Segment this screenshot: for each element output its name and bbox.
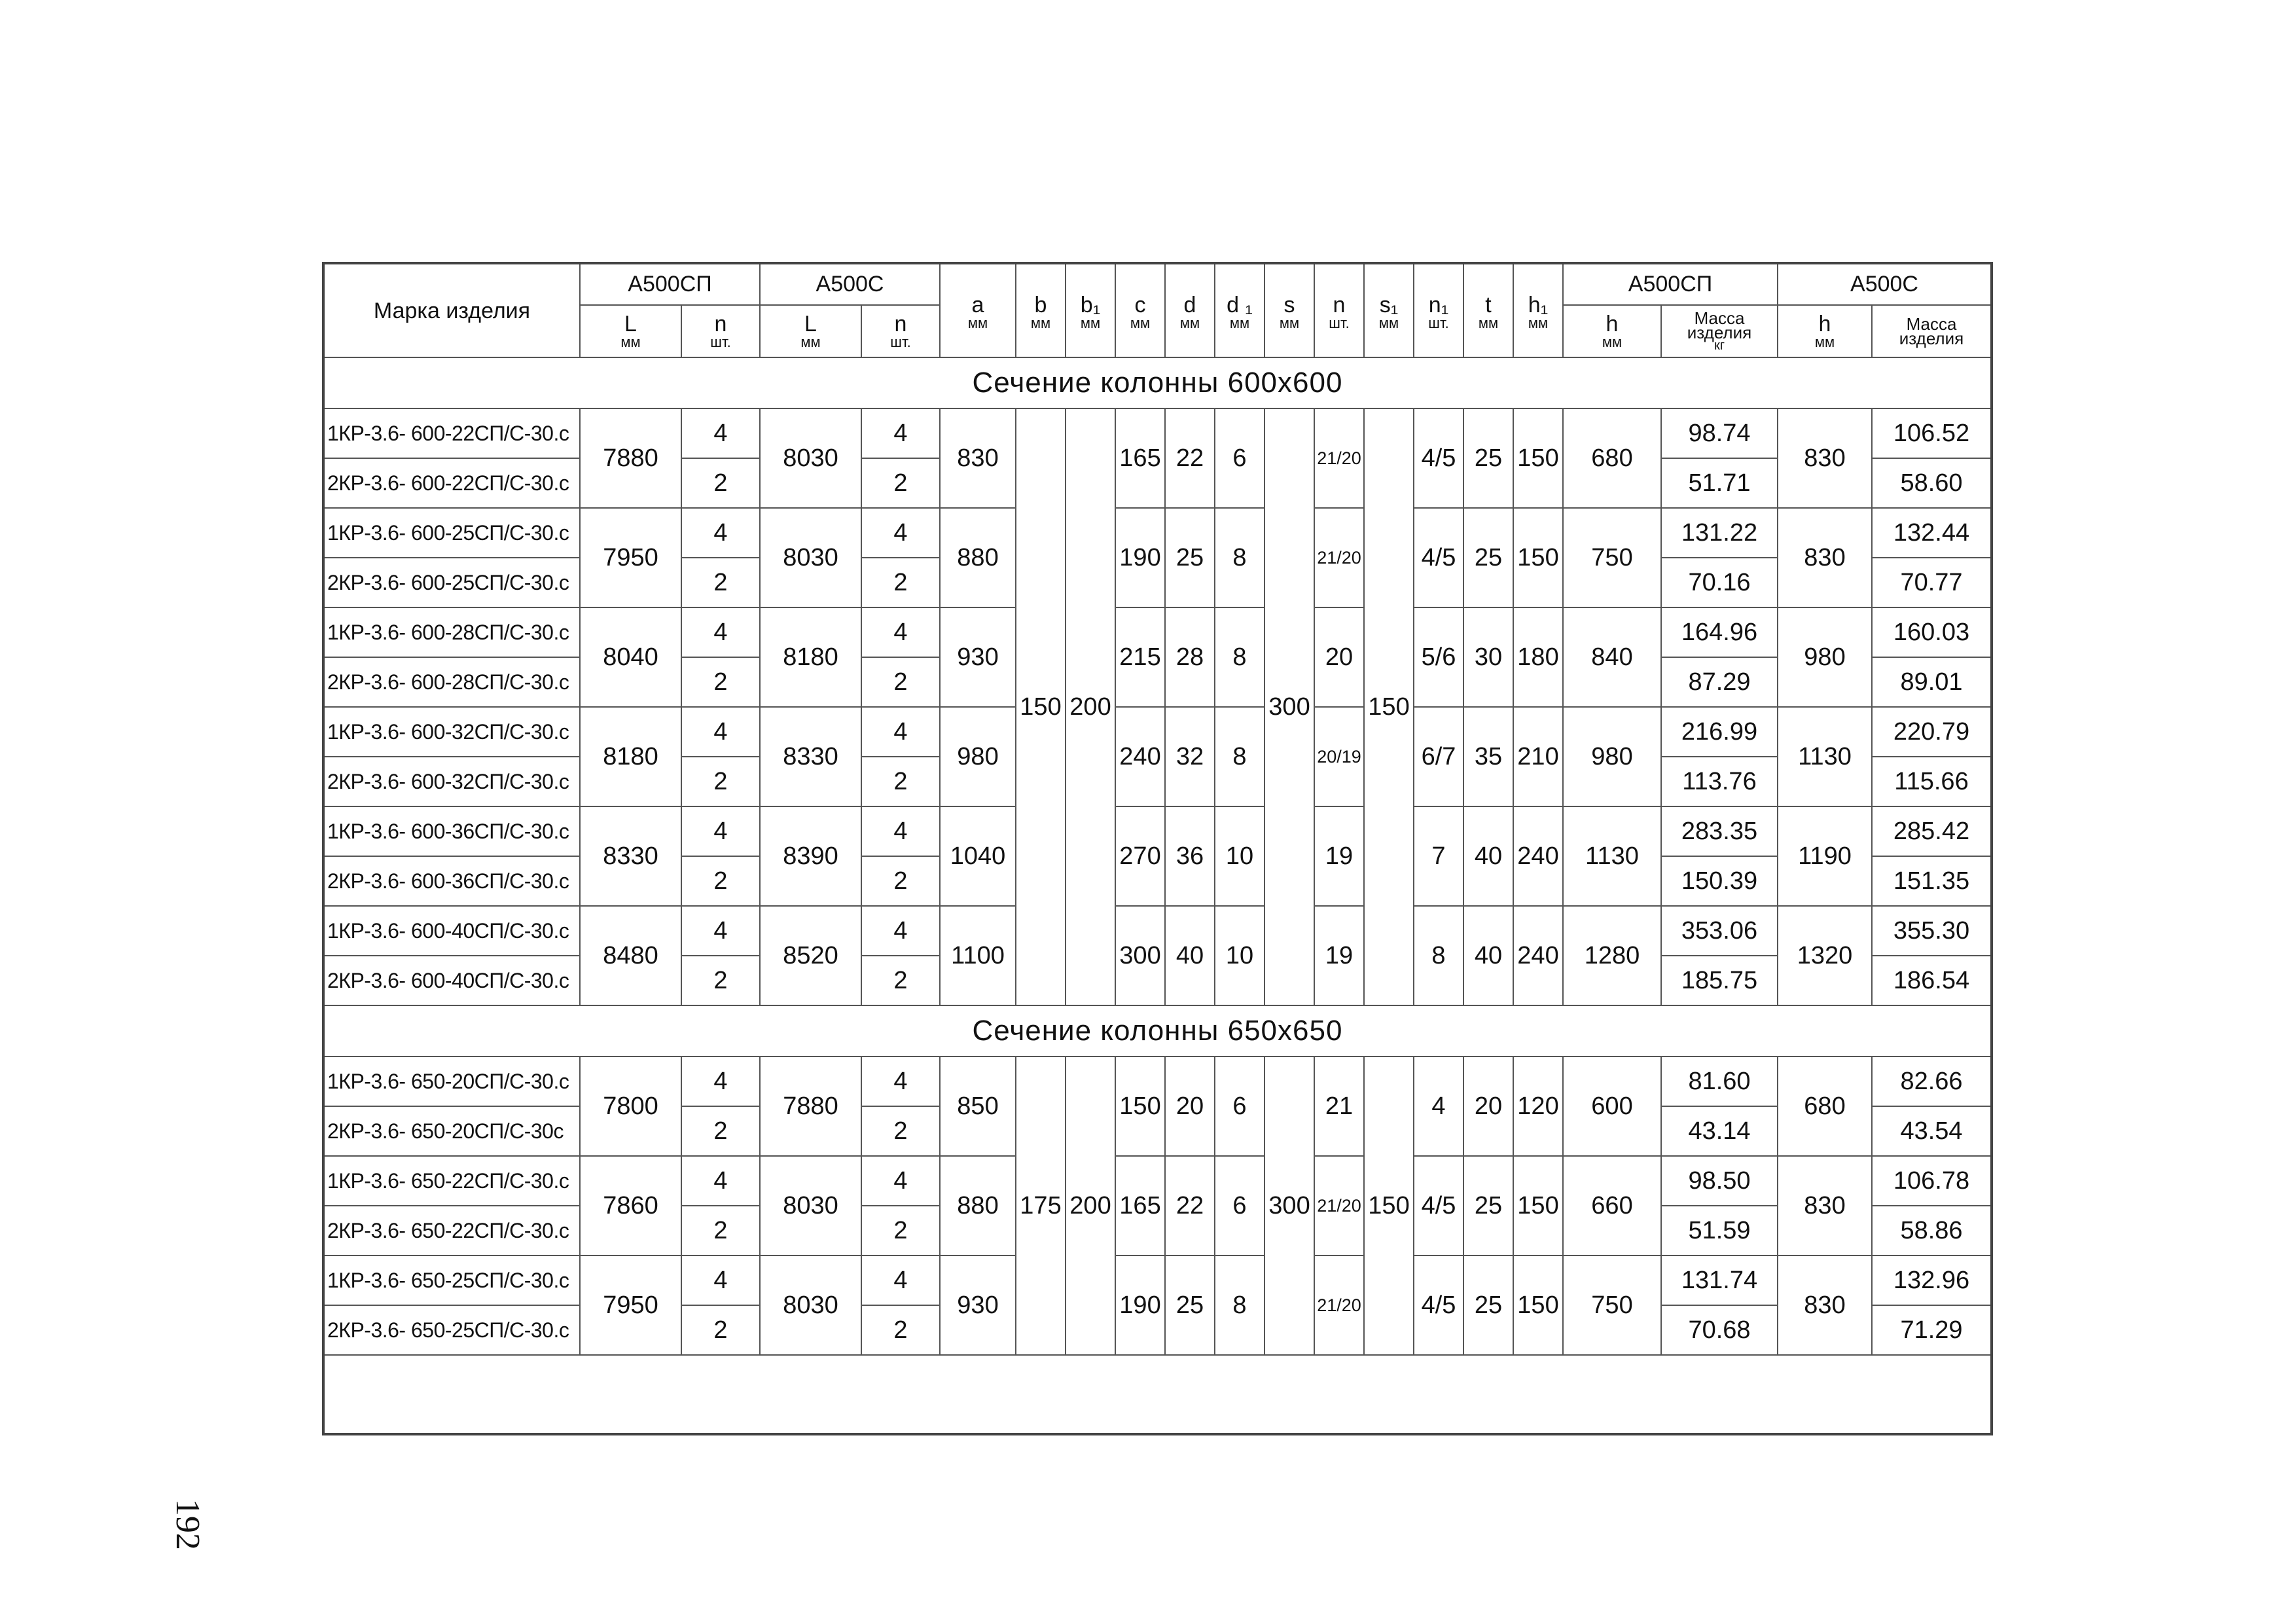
count-a500s: 2	[861, 657, 940, 707]
mass-a500s: 89.01	[1872, 657, 1992, 707]
mass-a500s: 82.66	[1872, 1056, 1992, 1106]
dim-t: 35	[1463, 707, 1513, 806]
count-a500s: 2	[861, 1305, 940, 1355]
dim-d: 22	[1165, 408, 1215, 508]
spec-table-body	[323, 357, 1992, 1434]
height-a500s: 830	[1778, 1156, 1872, 1255]
height-a500sp: 840	[1563, 607, 1661, 707]
length-a500s: 8030	[760, 408, 861, 508]
dim-t: 25	[1463, 408, 1513, 508]
mass-a500sp: 87.29	[1661, 657, 1778, 707]
dim-h1: 240	[1513, 906, 1563, 1005]
length-a500sp: 8040	[580, 607, 681, 707]
dim-t: 25	[1463, 1156, 1513, 1255]
height-a500sp: 600	[1563, 1056, 1661, 1156]
length-a500s: 8390	[760, 806, 861, 906]
dim-b: 175	[1016, 1056, 1066, 1355]
height-a500s: 1320	[1778, 906, 1872, 1005]
dim-a: 930	[940, 1255, 1016, 1355]
length-a500sp: 8330	[580, 806, 681, 906]
header-col-s1: s₁ мм	[1364, 263, 1414, 357]
count-a500sp: 2	[681, 558, 760, 607]
height-a500sp: 1130	[1563, 806, 1661, 906]
count-n1: 5/6	[1414, 607, 1463, 707]
dim-b1: 200	[1066, 1056, 1115, 1355]
header-col-b1: b₁ мм	[1066, 263, 1115, 357]
length-a500sp: 7880	[580, 408, 681, 508]
dim-h1: 150	[1513, 1156, 1563, 1255]
product-mark: 2КР-3.6- 600-32СП/С-30.с	[323, 757, 580, 806]
length-a500s: 8030	[760, 1255, 861, 1355]
count-a500s: 2	[861, 956, 940, 1005]
product-mark: 2КР-3.6- 600-36СП/С-30.с	[323, 856, 580, 906]
mass-a500s: 132.44	[1872, 508, 1992, 558]
product-mark: 1КР-3.6- 600-36СП/С-30.с	[323, 806, 580, 856]
count-a500sp: 2	[681, 657, 760, 707]
length-a500sp: 7860	[580, 1156, 681, 1255]
mass-a500s: 355.30	[1872, 906, 1992, 956]
dim-t: 20	[1463, 1056, 1513, 1156]
mass-a500sp: 81.60	[1661, 1056, 1778, 1106]
dim-d1: 10	[1215, 806, 1265, 906]
dim-b: 150	[1016, 408, 1066, 1005]
dim-c: 150	[1115, 1056, 1165, 1156]
product-mark: 2КР-3.6- 600-25СП/С-30.с	[323, 558, 580, 607]
dim-h1: 120	[1513, 1056, 1563, 1156]
count-a500sp: 2	[681, 1106, 760, 1156]
header-group-a500s: А500С	[760, 263, 940, 305]
height-a500sp: 750	[1563, 508, 1661, 607]
count-a500s: 2	[861, 1206, 940, 1255]
mass-a500sp: 70.16	[1661, 558, 1778, 607]
mass-a500s: 70.77	[1872, 558, 1992, 607]
height-a500s: 830	[1778, 508, 1872, 607]
mass-a500sp: 353.06	[1661, 906, 1778, 956]
product-mark: 2КР-3.6- 600-22СП/С-30.с	[323, 458, 580, 508]
height-a500sp: 660	[1563, 1156, 1661, 1255]
count-n1: 4/5	[1414, 508, 1463, 607]
count-a500sp: 4	[681, 408, 760, 458]
mass-a500sp: 43.14	[1661, 1106, 1778, 1156]
header-group-row	[323, 263, 1992, 305]
product-mark: 2КР-3.6- 600-40СП/С-30.с	[323, 956, 580, 1005]
header-col-d: d мм	[1165, 263, 1215, 357]
dim-d1: 6	[1215, 1056, 1265, 1156]
height-a500sp: 680	[1563, 408, 1661, 508]
height-a500s: 980	[1778, 607, 1872, 707]
mass-a500sp: 150.39	[1661, 856, 1778, 906]
count-a500sp: 4	[681, 607, 760, 657]
product-mark: 1КР-3.6- 650-22СП/С-30.с	[323, 1156, 580, 1206]
count-a500s: 4	[861, 1056, 940, 1106]
dim-d: 36	[1165, 806, 1215, 906]
count-a500s: 2	[861, 558, 940, 607]
header-col-mass-s: Масса изделия	[1872, 305, 1992, 357]
table-row	[323, 607, 1992, 657]
dim-d1: 6	[1215, 408, 1265, 508]
height-a500s: 1130	[1778, 707, 1872, 806]
dim-b1: 200	[1066, 408, 1115, 1005]
count-a500s: 2	[861, 757, 940, 806]
product-mark: 2КР-3.6- 650-22СП/С-30.с	[323, 1206, 580, 1255]
section-title: Сечение колонны 650х650	[323, 1005, 1992, 1056]
mass-a500sp: 283.35	[1661, 806, 1778, 856]
count-n: 20/19	[1314, 707, 1364, 806]
dim-h1: 240	[1513, 806, 1563, 906]
count-a500s: 4	[861, 607, 940, 657]
length-a500sp: 7800	[580, 1056, 681, 1156]
header-col-n1: n₁ шт.	[1414, 263, 1463, 357]
count-a500s: 4	[861, 408, 940, 458]
dim-d1: 8	[1215, 1255, 1265, 1355]
dim-d: 32	[1165, 707, 1215, 806]
product-mark: 1КР-3.6- 600-22СП/С-30.с	[323, 408, 580, 458]
dim-s1: 150	[1364, 1056, 1414, 1355]
dim-c: 190	[1115, 1255, 1165, 1355]
header-group-a500s-right: А500С	[1778, 263, 1992, 305]
length-a500sp: 7950	[580, 1255, 681, 1355]
mass-a500s: 58.86	[1872, 1206, 1992, 1255]
header-col-t: t мм	[1463, 263, 1513, 357]
dim-h1: 150	[1513, 1255, 1563, 1355]
count-a500sp: 4	[681, 1056, 760, 1106]
product-mark: 1КР-3.6- 600-32СП/С-30.с	[323, 707, 580, 757]
count-n: 19	[1314, 806, 1364, 906]
length-a500s: 7880	[760, 1056, 861, 1156]
count-n1: 6/7	[1414, 707, 1463, 806]
mass-a500sp: 70.68	[1661, 1305, 1778, 1355]
mass-a500s: 132.96	[1872, 1255, 1992, 1305]
count-a500sp: 4	[681, 1255, 760, 1305]
count-a500sp: 2	[681, 1305, 760, 1355]
header-col-mass-sp: Масса изделия кг	[1661, 305, 1778, 357]
dim-t: 25	[1463, 1255, 1513, 1355]
dim-d1: 8	[1215, 607, 1265, 707]
specification-sheet	[322, 262, 1996, 1440]
dim-a: 850	[940, 1056, 1016, 1156]
mass-a500s: 115.66	[1872, 757, 1992, 806]
mass-a500s: 58.60	[1872, 458, 1992, 508]
mass-a500s: 43.54	[1872, 1106, 1992, 1156]
mass-a500sp: 98.74	[1661, 408, 1778, 458]
count-n1: 4	[1414, 1056, 1463, 1156]
blank-row	[323, 1355, 1992, 1434]
dim-c: 190	[1115, 508, 1165, 607]
section-header-row	[323, 1005, 1992, 1056]
length-a500sp: 7950	[580, 508, 681, 607]
header-col-n-sp: n шт.	[681, 305, 760, 357]
count-a500s: 4	[861, 806, 940, 856]
product-mark: 1КР-3.6- 650-20СП/С-30.с	[323, 1056, 580, 1106]
dim-d: 40	[1165, 906, 1215, 1005]
dim-c: 270	[1115, 806, 1165, 906]
dim-t: 25	[1463, 508, 1513, 607]
mass-a500s: 71.29	[1872, 1305, 1992, 1355]
dim-c: 300	[1115, 906, 1165, 1005]
dim-h1: 210	[1513, 707, 1563, 806]
count-a500s: 2	[861, 458, 940, 508]
header-mark: Марка изделия	[323, 263, 580, 357]
count-a500sp: 2	[681, 757, 760, 806]
dim-a: 1100	[940, 906, 1016, 1005]
header-col-a: a мм	[940, 263, 1016, 357]
mass-a500sp: 216.99	[1661, 707, 1778, 757]
header-col-c: c мм	[1115, 263, 1165, 357]
page-number: 192	[169, 1499, 206, 1550]
mass-a500s: 106.78	[1872, 1156, 1992, 1206]
count-a500sp: 4	[681, 1156, 760, 1206]
mass-a500sp: 131.74	[1661, 1255, 1778, 1305]
count-n: 21/20	[1314, 1156, 1364, 1255]
count-a500sp: 4	[681, 906, 760, 956]
dim-a: 880	[940, 508, 1016, 607]
mass-a500s: 220.79	[1872, 707, 1992, 757]
count-a500sp: 4	[681, 806, 760, 856]
mass-a500s: 160.03	[1872, 607, 1992, 657]
height-a500sp: 750	[1563, 1255, 1661, 1355]
mass-a500sp: 51.71	[1661, 458, 1778, 508]
header-group-a500sp: А500СП	[580, 263, 760, 305]
product-mark: 1КР-3.6- 600-40СП/С-30.с	[323, 906, 580, 956]
mass-a500s: 186.54	[1872, 956, 1992, 1005]
reinforcement-spec-table	[322, 262, 1993, 1435]
count-n1: 4/5	[1414, 408, 1463, 508]
count-a500s: 4	[861, 1156, 940, 1206]
height-a500sp: 980	[1563, 707, 1661, 806]
product-mark: 1КР-3.6- 600-28СП/С-30.с	[323, 607, 580, 657]
dim-d: 20	[1165, 1056, 1215, 1156]
count-a500s: 2	[861, 1106, 940, 1156]
length-a500s: 8180	[760, 607, 861, 707]
count-n: 21/20	[1314, 408, 1364, 508]
dim-a: 980	[940, 707, 1016, 806]
dim-c: 165	[1115, 1156, 1165, 1255]
mass-a500sp: 98.50	[1661, 1156, 1778, 1206]
count-n: 19	[1314, 906, 1364, 1005]
count-a500s: 4	[861, 508, 940, 558]
dim-t: 40	[1463, 806, 1513, 906]
count-n1: 8	[1414, 906, 1463, 1005]
count-n: 21/20	[1314, 1255, 1364, 1355]
dim-s: 300	[1265, 408, 1314, 1005]
product-mark: 1КР-3.6- 650-25СП/С-30.с	[323, 1255, 580, 1305]
dim-c: 240	[1115, 707, 1165, 806]
header-col-h-s: h мм	[1778, 305, 1872, 357]
dim-c: 215	[1115, 607, 1165, 707]
header-col-l-s: L мм	[760, 305, 861, 357]
product-mark: 2КР-3.6- 650-20СП/С-30с	[323, 1106, 580, 1156]
dim-d: 25	[1165, 508, 1215, 607]
dim-a: 830	[940, 408, 1016, 508]
dim-d1: 8	[1215, 707, 1265, 806]
dim-a: 880	[940, 1156, 1016, 1255]
height-a500s: 830	[1778, 1255, 1872, 1355]
table-row	[323, 707, 1992, 757]
count-a500s: 4	[861, 906, 940, 956]
count-a500sp: 4	[681, 707, 760, 757]
count-a500sp: 2	[681, 956, 760, 1005]
dim-a: 1040	[940, 806, 1016, 906]
dim-h1: 150	[1513, 408, 1563, 508]
count-a500sp: 2	[681, 856, 760, 906]
header-col-d1: d ₁ мм	[1215, 263, 1265, 357]
length-a500s: 8030	[760, 1156, 861, 1255]
count-a500s: 4	[861, 707, 940, 757]
table-row	[323, 806, 1992, 856]
mass-a500sp: 131.22	[1661, 508, 1778, 558]
length-a500sp: 8180	[580, 707, 681, 806]
dim-t: 30	[1463, 607, 1513, 707]
blank-cell	[323, 1355, 1992, 1434]
height-a500s: 680	[1778, 1056, 1872, 1156]
header-col-h1: h₁ мм	[1513, 263, 1563, 357]
section-header-row	[323, 357, 1992, 408]
table-row	[323, 1156, 1992, 1206]
count-n: 21	[1314, 1056, 1364, 1156]
dim-d: 28	[1165, 607, 1215, 707]
product-mark: 2КР-3.6- 600-28СП/С-30.с	[323, 657, 580, 707]
count-n: 21/20	[1314, 508, 1364, 607]
header-col-n-s: n шт.	[861, 305, 940, 357]
count-a500sp: 2	[681, 458, 760, 508]
count-a500sp: 4	[681, 508, 760, 558]
mass-a500sp: 164.96	[1661, 607, 1778, 657]
length-a500sp: 8480	[580, 906, 681, 1005]
section-title: Сечение колонны 600х600	[323, 357, 1992, 408]
table-row	[323, 408, 1992, 458]
dim-d1: 6	[1215, 1156, 1265, 1255]
dim-d: 22	[1165, 1156, 1215, 1255]
header-col-l-sp: L мм	[580, 305, 681, 357]
header-col-h-sp: h мм	[1563, 305, 1661, 357]
dim-c: 165	[1115, 408, 1165, 508]
header-col-n: n шт.	[1314, 263, 1364, 357]
height-a500s: 1190	[1778, 806, 1872, 906]
product-mark: 2КР-3.6- 650-25СП/С-30.с	[323, 1305, 580, 1355]
length-a500s: 8520	[760, 906, 861, 1005]
dim-h1: 150	[1513, 508, 1563, 607]
count-a500sp: 2	[681, 1206, 760, 1255]
product-mark: 1КР-3.6- 600-25СП/С-30.с	[323, 508, 580, 558]
count-n1: 4/5	[1414, 1156, 1463, 1255]
mass-a500s: 106.52	[1872, 408, 1992, 458]
table-row	[323, 1056, 1992, 1106]
header-group-a500sp-right: А500СП	[1563, 263, 1778, 305]
dim-d1: 8	[1215, 508, 1265, 607]
mass-a500sp: 113.76	[1661, 757, 1778, 806]
dim-t: 40	[1463, 906, 1513, 1005]
count-n1: 4/5	[1414, 1255, 1463, 1355]
dim-d: 25	[1165, 1255, 1215, 1355]
table-row	[323, 906, 1992, 956]
count-n: 20	[1314, 607, 1364, 707]
dim-a: 930	[940, 607, 1016, 707]
table-row	[323, 508, 1992, 558]
mass-a500sp: 51.59	[1661, 1206, 1778, 1255]
length-a500s: 8030	[760, 508, 861, 607]
height-a500sp: 1280	[1563, 906, 1661, 1005]
mass-a500s: 151.35	[1872, 856, 1992, 906]
height-a500s: 830	[1778, 408, 1872, 508]
length-a500s: 8330	[760, 707, 861, 806]
dim-h1: 180	[1513, 607, 1563, 707]
count-n1: 7	[1414, 806, 1463, 906]
count-a500s: 4	[861, 1255, 940, 1305]
dim-d1: 10	[1215, 906, 1265, 1005]
header-col-s: s мм	[1265, 263, 1314, 357]
dim-s1: 150	[1364, 408, 1414, 1005]
dim-s: 300	[1265, 1056, 1314, 1355]
header-col-b: b мм	[1016, 263, 1066, 357]
count-a500s: 2	[861, 856, 940, 906]
table-row	[323, 1255, 1992, 1305]
mass-a500sp: 185.75	[1661, 956, 1778, 1005]
mass-a500s: 285.42	[1872, 806, 1992, 856]
